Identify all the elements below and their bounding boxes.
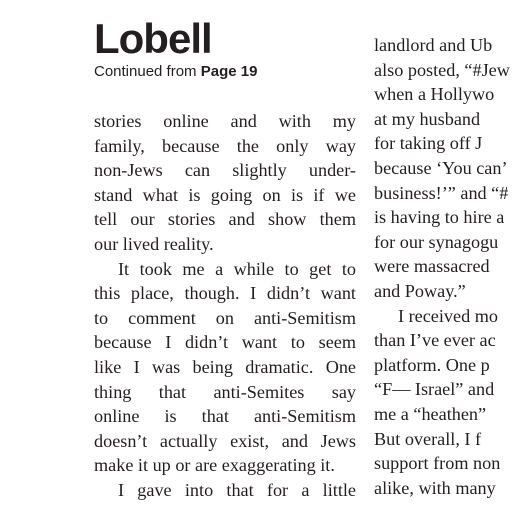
body-line: is having to hire a — [374, 207, 505, 228]
body-line: because ‘You can’ — [374, 157, 508, 178]
body-line: tell our stories and show them — [94, 209, 356, 230]
article-column-right — [374, 33, 512, 500]
body-line: business!’” and “# — [374, 182, 509, 203]
body-line: thing that anti-Semites say — [94, 381, 356, 402]
body-line: family, because the only way — [94, 135, 356, 156]
body-line: “F— Israel” and — [374, 379, 495, 400]
body-line: I received mo — [398, 305, 498, 326]
body-line: because I didn’t want to seem — [94, 332, 356, 353]
body-line: I gave into that for a little — [118, 479, 356, 500]
body-line: for our synagogu — [374, 231, 499, 252]
body-line: landlord and Ub — [374, 35, 493, 55]
body-line: doesn’t actually exist, and Jews — [94, 430, 356, 451]
continued-from-label: Continued from — [94, 63, 201, 80]
body-line: when a Hollywo — [374, 84, 495, 105]
body-line: It took me a while to get to — [118, 258, 356, 279]
body-line: me a “heathen” — [374, 403, 487, 424]
body-line: stand what is going on is if we — [94, 184, 356, 205]
body-line: online is that anti-Semitism — [94, 406, 356, 427]
body-line: stories online and with my — [94, 111, 356, 131]
body-line: support from non — [374, 453, 501, 474]
body-line: make it up or are exaggerating it. — [94, 455, 335, 476]
body-line: alike, with many — [374, 477, 496, 498]
body-line: like I was being dramatic. One — [94, 356, 356, 377]
body-line: our lived reality. — [94, 233, 214, 254]
body-line: this place, though. I didn’t want — [94, 283, 356, 304]
body-line: for taking off J — [374, 133, 483, 154]
article-column-left — [94, 109, 356, 503]
body-line: platform. One p — [374, 354, 490, 375]
body-line: were massacred — [374, 256, 490, 277]
body-line: to comment on anti-Semitism — [94, 307, 356, 328]
body-line: and Poway.” — [374, 280, 466, 301]
body-line: non-Jews can slightly under- — [94, 160, 356, 181]
continued-from-line — [94, 62, 257, 82]
body-line: But overall, I f — [374, 428, 482, 449]
body-line: than I’ve ever ac — [374, 330, 496, 351]
continued-page-ref: Page 19 — [200, 63, 258, 80]
article-headline: Lobell — [94, 15, 212, 62]
body-line: also posted, “#Jew — [374, 59, 510, 80]
body-line: at my husband — [374, 108, 481, 129]
